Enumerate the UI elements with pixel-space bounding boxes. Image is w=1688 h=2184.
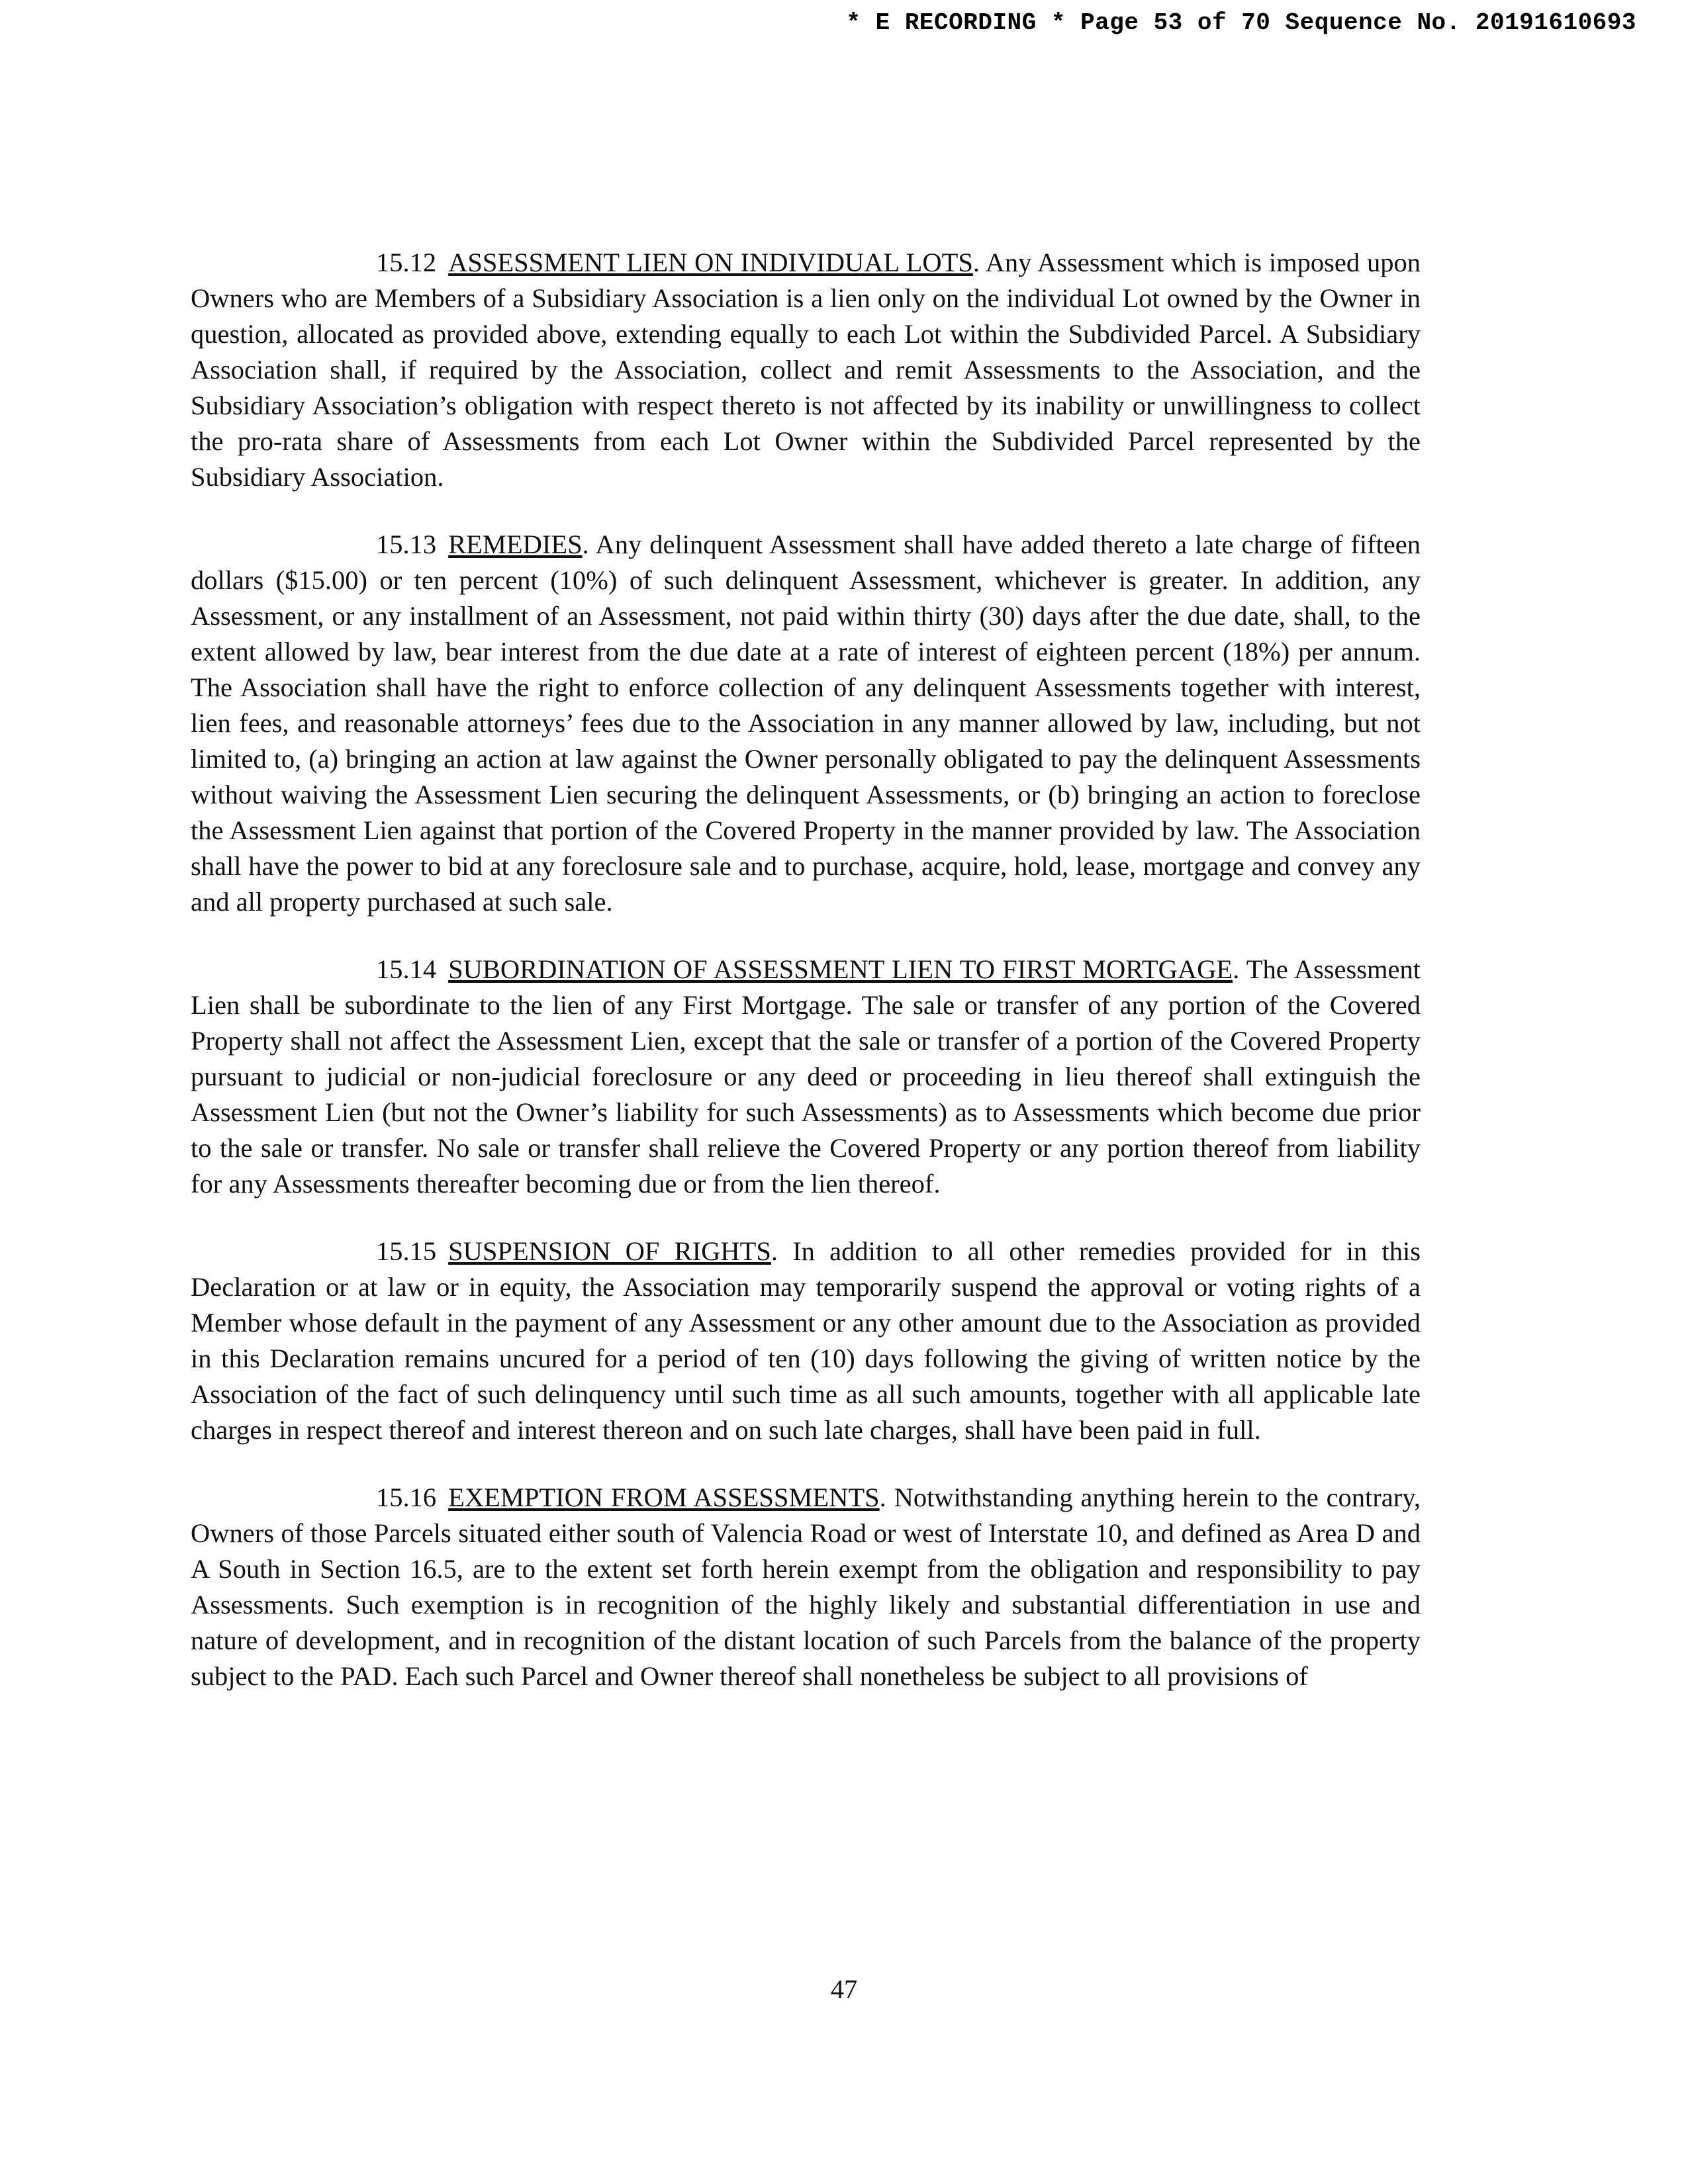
section-15-16: 15.16 EXEMPTION FROM ASSESSMENTS. Notwithstanding anything herein to the contrary, Owners of those Parcels situated either south of Valencia Road or west of Interstate 10, and defined as Area D and A South in Section 16.5, are to the extent set forth herein exempt from the obligation and responsibility to pay Assessments. Such exemption is in recognition of the highly likely and substantial differentiation in use and nature of development, and in recognition of the distant location of such Parcels from the balance of the property subject to the PAD. Each such Parcel and Owner thereof shall nonetheless be subject to all provisions of xyxy=(191,1482,1421,1691)
document-body xyxy=(191,245,1421,1726)
section-number: 15.14 xyxy=(376,954,437,984)
section-heading: EXEMPTION FROM ASSESSMENTS xyxy=(448,1482,880,1512)
section-number: 15.15 xyxy=(376,1236,437,1266)
section-15-14: 15.14 SUBORDINATION OF ASSESSMENT LIEN TO FIRST MORTGAGE. The Assessment Lien shall be subordinate to the lien of any First Mortgage. The sale or transfer of any portion of the Covered Property shall not affect the Assessment Lien, except that the sale or transfer of a portion of the Covered Property pursuant to judicial or non-judicial foreclosure or any deed or proceeding in lieu thereof shall extinguish the Assessment Lien (but not the Owner’s liability for such Assessments) as to Assessments which become due prior to the sale or transfer. No sale or transfer shall relieve the Covered Property or any portion thereof from liability for any Assessments thereafter becoming due or from the lien thereof. xyxy=(191,954,1421,1199)
section-heading: ASSESSMENT LIEN ON INDIVIDUAL LOTS xyxy=(448,248,973,277)
section-number: 15.12 xyxy=(376,248,437,277)
section-15-15: 15.15 SUSPENSION OF RIGHTS. In addition to all other remedies provided for in this Declaration or at law or in equity, the Association may temporarily suspend the approval or voting rights of a Member whose default in the payment of any Assessment or any other amount due to the Association as provided in this Declaration remains uncured for a period of ten (10) days following the giving of written notice by the Association of the fact of such delinquency until such time as all such amounts, together with all applicable late charges in respect thereof and interest thereon and on such late charges, shall have been paid in full. xyxy=(191,1236,1421,1445)
section-15-12: 15.12 ASSESSMENT LIEN ON INDIVIDUAL LOTS. Any Assessment which is imposed upon Owners who are Members of a Subsidiary Association is a lien only on the individual Lot owned by the Owner in question, allocated as provided above, extending equally to each Lot within the Subdivided Parcel. A Subsidiary Association shall, if required by the Association, collect and remit Assessments to the Association, and the Subsidiary Association’s obligation with respect thereto is not affected by its inability or unwillingness to collect the pro-rata share of Assessments from each Lot Owner within the Subdivided Parcel represented by the Subsidiary Association. xyxy=(191,248,1421,492)
section-number: 15.13 xyxy=(376,529,437,559)
section-heading: SUBORDINATION OF ASSESSMENT LIEN TO FIRST MORTGAGE xyxy=(448,954,1233,984)
section-text: Notwithstanding anything herein to the contrary, Owners of those Parcels situated either south of Valencia Road or west of Interstate 10, and defined as Area D and A South in Section 16.5, are to the extent set forth herein exempt from the obligation and responsibility to pay Assessments. Such exemption is in recognition of the highly likely and substantial differentiation in use and nature of development, and in recognition of the distant location of such Parcels from the balance of the property subject to the PAD. Each such Parcel and Owner thereof shall nonetheless be subject to all provisions of xyxy=(191,1482,1421,1691)
section-number: 15.16 xyxy=(376,1482,437,1512)
page-number: 47 xyxy=(830,1974,858,2004)
section-text: Any Assessment which is imposed upon Owners who are Members of a Subsidiary Association is a lien only on the individual Lot owned by the Owner in question, allocated as provided above, extending equally to each Lot within the Subdivided Parcel. A Subsidiary Association shall, if required by the Association, collect and remit Assessments to the Association, and the Subsidiary Association’s obligation with respect thereto is not affected by its inability or unwillingness to collect the pro-rata share of Assessments from each Lot Owner within the Subdivided Parcel represented by the Subsidiary Association. xyxy=(191,248,1421,492)
section-heading: REMEDIES xyxy=(448,529,583,559)
section-text: Any delinquent Assessment shall have added thereto a late charge of fifteen dollars ($15.00) or ten percent (10%) of such delinquent Assessment, whichever is greater. In addition, any Assessment, or any installment of an Assessment, not paid within thirty (30) days after the due date, shall, to the extent allowed by law, bear interest from the due date at a rate of interest of eighteen percent (18%) per annum. The Association shall have the right to enforce collection of any delinquent Assessments together with interest, lien fees, and reasonable attorneys’ fees due to the Association in any manner allowed by law, including, but not limited to, (a) bringing an action at law against the Owner personally obligated to pay the delinquent Assessments without waiving the Assessment Lien securing the delinquent Assessments, or (b) bringing an action to foreclose the Assessment Lien against that portion of the Covered Property in the manner provided by law. The Association shall have the power to bid at any foreclosure sale and to purchase, acquire, hold, lease, mortgage and convey any and all property purchased at such sale. xyxy=(191,529,1421,917)
section-15-13: 15.13 REMEDIES. Any delinquent Assessment shall have added thereto a late charge of fifteen dollars ($15.00) or ten percent (10%) of such delinquent Assessment, whichever is greater. In addition, any Assessment, or any installment of an Assessment, not paid within thirty (30) days after the due date, shall, to the extent allowed by law, bear interest from the due date at a rate of interest of eighteen percent (18%) per annum. The Association shall have the right to enforce collection of any delinquent Assessments together with interest, lien fees, and reasonable attorneys’ fees due to the Association in any manner allowed by law, including, but not limited to, (a) bringing an action at law against the Owner personally obligated to pay the delinquent Assessments without waiving the Assessment Lien securing the delinquent Assessments, or (b) bringing an action to foreclose the Assessment Lien against that portion of the Covered Property in the manner provided by law. The Association shall have the power to bid at any foreclosure sale and to purchase, acquire, hold, lease, mortgage and convey any and all property purchased at such sale. xyxy=(191,529,1421,917)
section-heading: SUSPENSION OF RIGHTS xyxy=(448,1236,771,1266)
section-text: The Assessment Lien shall be subordinate to the lien of any First Mortgage. The sale or transfer of any portion of the Covered Property shall not affect the Assessment Lien, except that the sale or transfer of a portion of the Covered Property pursuant to judicial or non-judicial foreclosure or any deed or proceeding in lieu thereof shall extinguish the Assessment Lien (but not the Owner’s liability for such Assessments) as to Assessments which become due prior to the sale or transfer. No sale or transfer shall relieve the Covered Property or any portion thereof from liability for any Assessments thereafter becoming due or from the lien thereof. xyxy=(191,954,1421,1199)
section-text: In addition to all other remedies provided for in this Declaration or at law or in equity, the Association may temporarily suspend the approval or voting rights of a Member whose default in the payment of any Assessment or any other amount due to the Association as provided in this Declaration remains uncured for a period of ten (10) days following the giving of written notice by the Association of the fact of such delinquency until such time as all such amounts, together with all applicable late charges in respect thereof and interest thereon and on such late charges, shall have been paid in full. xyxy=(191,1236,1421,1445)
recording-stamp: * E RECORDING * Page 53 of 70 Sequence No. 20191610693 xyxy=(846,9,1636,36)
